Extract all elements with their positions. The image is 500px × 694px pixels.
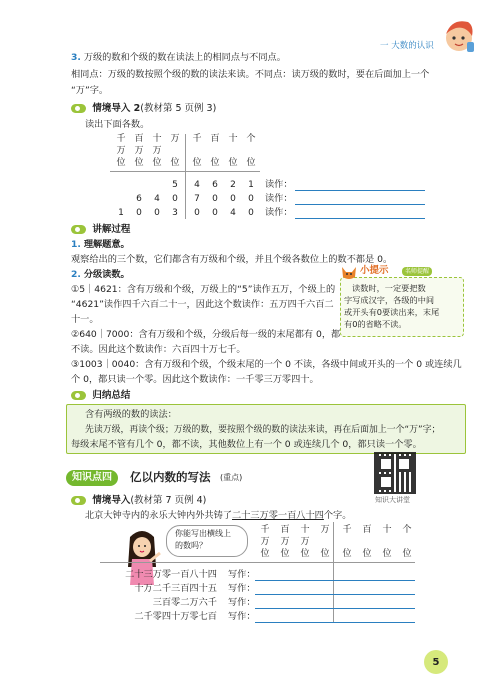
summary-heading: [71, 389, 130, 403]
section4-badge: 知识点四: [66, 470, 118, 486]
write-label-3: 写作：: [228, 597, 256, 608]
summary-line-3: 每级末尾不管有几个 0，都不读，其他数位上有一个 0 或连续几个 0，都只读一个零。: [71, 439, 422, 450]
read-blank-1[interactable]: [295, 190, 425, 191]
step1: 1. 理解题意。: [71, 239, 130, 250]
page-number-badge: [424, 650, 448, 674]
tip-line-4: 有0的省略不读。: [344, 319, 407, 329]
place-value-header: 千 百 十 万 千 百 十 个 万 万 万 位 位 位 位 位 位 位 位: [116, 134, 256, 168]
bubble-line-1: 你能写出横线上: [175, 529, 231, 538]
section4-title: 亿以内数的写法: [130, 470, 211, 484]
page-number: 5: [432, 657, 440, 668]
summary-line-1: 含有两级的数的读法：: [85, 409, 177, 420]
scene2-task: 读出下面各数。: [85, 119, 150, 130]
write-blank-2[interactable]: [255, 594, 415, 595]
section-pill-icon: [71, 225, 86, 234]
write-blank-4[interactable]: [255, 622, 415, 623]
p2-line-a: ②640｜7000：含有万级和个级，分级后每一级的末尾都有 0，都: [71, 329, 341, 340]
step2: 2. 分级读数。: [71, 269, 130, 280]
tip-tag: 名师提醒: [402, 267, 432, 276]
tip-box: [340, 265, 464, 337]
explain-title: 讲解过程: [92, 224, 131, 235]
scene4-heading: [71, 494, 206, 508]
scene2-heading: [71, 102, 216, 116]
tip-title: 小提示: [360, 265, 389, 276]
tip-line-2: 字写成汉字，各级的中间: [344, 295, 435, 305]
item3-question: [71, 51, 286, 65]
scene4-ref: (教材第 7 页例 4): [130, 495, 207, 506]
explain-heading: [71, 223, 130, 237]
qr-label: 知识大讲堂: [375, 496, 410, 504]
section-pill-icon: [71, 496, 86, 505]
mascot-icon: [442, 16, 476, 54]
chapter-title: 一 大数的认识: [380, 41, 434, 51]
read-blank-3[interactable]: [295, 218, 425, 219]
p1-line-a: ①5｜4621：含有万级和个级，万级上的“5”读作五万，个级上的: [71, 284, 336, 295]
summary-box: [66, 404, 466, 454]
read-label-2: 读作：: [265, 193, 293, 204]
write-words-3: 三百零二万六千: [152, 597, 217, 608]
write-divider: [100, 562, 415, 563]
tip-line-1: 读数时，一定要把数: [352, 283, 426, 293]
scene4-intro: 北京大钟寺内的永乐大钟内外共铸了二十三万零一百八十四个字。: [85, 510, 352, 521]
scene4-label: 情境导入: [92, 495, 131, 506]
bubble-line-2: 的数吗？: [175, 541, 207, 550]
item3-answer-line1: 相同点：万级的数按照个级的数的读法来读。不同点：读万级的数时，要在后面加上一个: [71, 69, 430, 80]
p2-line-b: 不读。因此这个数读作：六百四十万七千。: [71, 344, 246, 355]
section4-header: [66, 470, 366, 490]
write-label-4: 写作：: [228, 611, 256, 622]
scene2-label: 情境导入 2: [92, 103, 141, 114]
p3-line-b: 个 0，都只读一个零。因此这个数读作：一千零三万零四十。: [71, 374, 319, 385]
write-blank-3[interactable]: [255, 608, 415, 609]
summary-title: 归纳总结: [92, 390, 131, 401]
item3-text: 万级的数和个级的数在读法上的相同点与不同点。: [83, 52, 286, 63]
qr-code[interactable]: [374, 452, 416, 494]
write-words-2: 十万二千三百四十五: [134, 583, 217, 594]
read-label-1: 读作：: [265, 179, 293, 190]
item3-answer-line2: “万”字。: [71, 85, 109, 96]
scene2-ref: (教材第 5 页例 3): [140, 103, 217, 114]
item3-number: 3.: [71, 52, 81, 63]
write-label-2: 写作：: [228, 583, 256, 594]
p1-line-b: “4621”读作四千六百二十一，因此这个数读作：五万四千六百二: [71, 299, 334, 310]
summary-line-2: 先读万级，再读个级；万级的数，要按照个级的数的读法来读，再在后面加上一个“万”字；: [85, 425, 441, 435]
p3-line-a: ③1003｜0040：含有万级和个级，个级末尾的一个 0 不读，各级中间或开头的一个 0 或连续几: [71, 359, 462, 370]
step1-text: 观察给出的三个数，它们都含有万级和个级，并且个级各数位上的数不都是 0。: [71, 254, 393, 265]
read-blank-2[interactable]: [295, 204, 425, 205]
p1-line-c: 十一。: [71, 314, 99, 325]
write-level-divider: [333, 522, 334, 622]
write-words-4: 二千零四十万零七百: [134, 611, 217, 622]
read-label-3: 读作：: [265, 207, 293, 218]
section-pill-icon: [71, 391, 86, 400]
number-rows: 5 4 6 2 1 6 4 0 7 0 0 0 1 0 0 3 0 0 4 0: [118, 180, 254, 218]
speech-bubble: [166, 525, 248, 557]
write-words-1: 二十三万零一百八十四: [125, 569, 217, 580]
write-place-header: 千 百 十 万 千 百 十 个 万 万 万 位 位 位 位 位 位 位 位: [260, 525, 412, 559]
section4-focus: (重点): [220, 473, 243, 482]
section-pill-icon: [71, 104, 86, 113]
write-label-1: 写作：: [228, 569, 256, 580]
tip-line-3: 或开头有0要读出来，末尾: [344, 307, 440, 317]
write-blank-1[interactable]: [255, 580, 415, 581]
